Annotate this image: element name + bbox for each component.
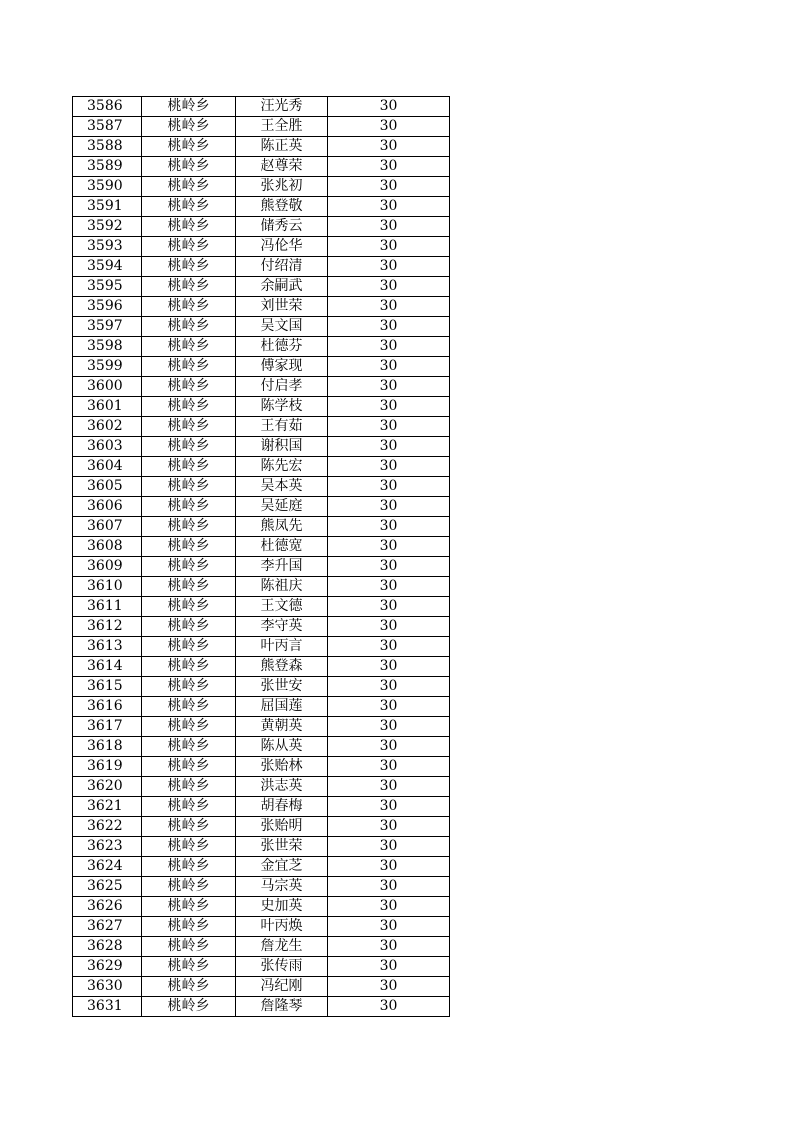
- row-number-cell: 3588: [73, 137, 142, 157]
- amount-cell: 30: [328, 517, 450, 537]
- table-row: [73, 637, 450, 657]
- row-number-cell: 3617: [73, 717, 142, 737]
- table-row: [73, 877, 450, 897]
- amount-cell: 30: [328, 537, 450, 557]
- amount-cell: 30: [328, 377, 450, 397]
- person-name-cell: 洪志英: [236, 777, 328, 797]
- roster-table: [72, 96, 450, 1017]
- township-cell: 桃岭乡: [142, 957, 236, 977]
- table-row: [73, 857, 450, 877]
- amount-cell: 30: [328, 177, 450, 197]
- person-name-cell: 王有茹: [236, 417, 328, 437]
- township-cell: 桃岭乡: [142, 757, 236, 777]
- township-cell: 桃岭乡: [142, 557, 236, 577]
- row-number-cell: 3591: [73, 197, 142, 217]
- row-number-cell: 3599: [73, 357, 142, 377]
- table-row: [73, 117, 450, 137]
- amount-cell: 30: [328, 877, 450, 897]
- row-number-cell: 3589: [73, 157, 142, 177]
- amount-cell: 30: [328, 417, 450, 437]
- row-number-cell: 3597: [73, 317, 142, 337]
- person-name-cell: 张贻明: [236, 817, 328, 837]
- amount-cell: 30: [328, 397, 450, 417]
- amount-cell: 30: [328, 317, 450, 337]
- amount-cell: 30: [328, 837, 450, 857]
- amount-cell: 30: [328, 997, 450, 1017]
- township-cell: 桃岭乡: [142, 857, 236, 877]
- table-row: [73, 277, 450, 297]
- amount-cell: 30: [328, 217, 450, 237]
- amount-cell: 30: [328, 497, 450, 517]
- table-row: [73, 537, 450, 557]
- row-number-cell: 3621: [73, 797, 142, 817]
- township-cell: 桃岭乡: [142, 977, 236, 997]
- amount-cell: 30: [328, 337, 450, 357]
- row-number-cell: 3602: [73, 417, 142, 437]
- row-number-cell: 3590: [73, 177, 142, 197]
- table-row: [73, 897, 450, 917]
- row-number-cell: 3587: [73, 117, 142, 137]
- township-cell: 桃岭乡: [142, 797, 236, 817]
- person-name-cell: 冯伦华: [236, 237, 328, 257]
- amount-cell: 30: [328, 477, 450, 497]
- township-cell: 桃岭乡: [142, 157, 236, 177]
- row-number-cell: 3618: [73, 737, 142, 757]
- row-number-cell: 3629: [73, 957, 142, 977]
- table-row: [73, 317, 450, 337]
- amount-cell: 30: [328, 937, 450, 957]
- row-number-cell: 3604: [73, 457, 142, 477]
- row-number-cell: 3622: [73, 817, 142, 837]
- person-name-cell: 付启孝: [236, 377, 328, 397]
- person-name-cell: 谢积国: [236, 437, 328, 457]
- table-row: [73, 397, 450, 417]
- row-number-cell: 3623: [73, 837, 142, 857]
- table-row: [73, 517, 450, 537]
- amount-cell: 30: [328, 137, 450, 157]
- row-number-cell: 3610: [73, 577, 142, 597]
- row-number-cell: 3615: [73, 677, 142, 697]
- table-row: [73, 557, 450, 577]
- person-name-cell: 胡春梅: [236, 797, 328, 817]
- table-row: [73, 837, 450, 857]
- row-number-cell: 3594: [73, 257, 142, 277]
- row-number-cell: 3611: [73, 597, 142, 617]
- amount-cell: 30: [328, 717, 450, 737]
- person-name-cell: 陈学枝: [236, 397, 328, 417]
- person-name-cell: 余嗣武: [236, 277, 328, 297]
- table-row: [73, 157, 450, 177]
- person-name-cell: 陈正英: [236, 137, 328, 157]
- amount-cell: 30: [328, 277, 450, 297]
- amount-cell: 30: [328, 857, 450, 877]
- row-number-cell: 3592: [73, 217, 142, 237]
- table-row: [73, 717, 450, 737]
- table-row: [73, 337, 450, 357]
- amount-cell: 30: [328, 97, 450, 117]
- township-cell: 桃岭乡: [142, 497, 236, 517]
- table-row: [73, 297, 450, 317]
- table-row: [73, 177, 450, 197]
- township-cell: 桃岭乡: [142, 817, 236, 837]
- table-row: [73, 817, 450, 837]
- person-name-cell: 张世荣: [236, 837, 328, 857]
- row-number-cell: 3619: [73, 757, 142, 777]
- row-number-cell: 3606: [73, 497, 142, 517]
- township-cell: 桃岭乡: [142, 397, 236, 417]
- row-number-cell: 3628: [73, 937, 142, 957]
- person-name-cell: 熊凤先: [236, 517, 328, 537]
- table-row: [73, 237, 450, 257]
- row-number-cell: 3586: [73, 97, 142, 117]
- person-name-cell: 陈先宏: [236, 457, 328, 477]
- table-row: [73, 437, 450, 457]
- person-name-cell: 王文德: [236, 597, 328, 617]
- table-row: [73, 657, 450, 677]
- township-cell: 桃岭乡: [142, 457, 236, 477]
- person-name-cell: 张传雨: [236, 957, 328, 977]
- township-cell: 桃岭乡: [142, 777, 236, 797]
- amount-cell: 30: [328, 237, 450, 257]
- table-row: [73, 617, 450, 637]
- township-cell: 桃岭乡: [142, 877, 236, 897]
- amount-cell: 30: [328, 657, 450, 677]
- row-number-cell: 3607: [73, 517, 142, 537]
- row-number-cell: 3614: [73, 657, 142, 677]
- person-name-cell: 刘世荣: [236, 297, 328, 317]
- township-cell: 桃岭乡: [142, 97, 236, 117]
- row-number-cell: 3620: [73, 777, 142, 797]
- table-row: [73, 677, 450, 697]
- row-number-cell: 3601: [73, 397, 142, 417]
- township-cell: 桃岭乡: [142, 377, 236, 397]
- township-cell: 桃岭乡: [142, 277, 236, 297]
- township-cell: 桃岭乡: [142, 137, 236, 157]
- township-cell: 桃岭乡: [142, 597, 236, 617]
- township-cell: 桃岭乡: [142, 837, 236, 857]
- table-row: [73, 197, 450, 217]
- amount-cell: 30: [328, 817, 450, 837]
- township-cell: 桃岭乡: [142, 997, 236, 1017]
- table-row: [73, 777, 450, 797]
- row-number-cell: 3625: [73, 877, 142, 897]
- amount-cell: 30: [328, 617, 450, 637]
- row-number-cell: 3595: [73, 277, 142, 297]
- person-name-cell: 叶丙言: [236, 637, 328, 657]
- person-name-cell: 王全胜: [236, 117, 328, 137]
- table-row: [73, 377, 450, 397]
- row-number-cell: 3605: [73, 477, 142, 497]
- person-name-cell: 陈祖庆: [236, 577, 328, 597]
- person-name-cell: 马宗英: [236, 877, 328, 897]
- township-cell: 桃岭乡: [142, 177, 236, 197]
- township-cell: 桃岭乡: [142, 917, 236, 937]
- township-cell: 桃岭乡: [142, 317, 236, 337]
- township-cell: 桃岭乡: [142, 577, 236, 597]
- person-name-cell: 吴文国: [236, 317, 328, 337]
- amount-cell: 30: [328, 777, 450, 797]
- amount-cell: 30: [328, 797, 450, 817]
- table-row: [73, 977, 450, 997]
- row-number-cell: 3598: [73, 337, 142, 357]
- amount-cell: 30: [328, 757, 450, 777]
- amount-cell: 30: [328, 957, 450, 977]
- table-row: [73, 97, 450, 117]
- row-number-cell: 3612: [73, 617, 142, 637]
- row-number-cell: 3616: [73, 697, 142, 717]
- row-number-cell: 3609: [73, 557, 142, 577]
- amount-cell: 30: [328, 297, 450, 317]
- township-cell: 桃岭乡: [142, 117, 236, 137]
- table-row: [73, 477, 450, 497]
- amount-cell: 30: [328, 457, 450, 477]
- person-name-cell: 赵尊荣: [236, 157, 328, 177]
- amount-cell: 30: [328, 597, 450, 617]
- table-row: [73, 997, 450, 1017]
- township-cell: 桃岭乡: [142, 297, 236, 317]
- table-row: [73, 757, 450, 777]
- person-name-cell: 陈从英: [236, 737, 328, 757]
- person-name-cell: 李升国: [236, 557, 328, 577]
- person-name-cell: 吴本英: [236, 477, 328, 497]
- table-row: [73, 357, 450, 377]
- township-cell: 桃岭乡: [142, 537, 236, 557]
- amount-cell: 30: [328, 357, 450, 377]
- amount-cell: 30: [328, 117, 450, 137]
- township-cell: 桃岭乡: [142, 477, 236, 497]
- row-number-cell: 3613: [73, 637, 142, 657]
- table-row: [73, 137, 450, 157]
- amount-cell: 30: [328, 677, 450, 697]
- person-name-cell: 储秀云: [236, 217, 328, 237]
- table-row: [73, 697, 450, 717]
- person-name-cell: 吴延庭: [236, 497, 328, 517]
- person-name-cell: 屈国莲: [236, 697, 328, 717]
- township-cell: 桃岭乡: [142, 217, 236, 237]
- township-cell: 桃岭乡: [142, 737, 236, 757]
- township-cell: 桃岭乡: [142, 417, 236, 437]
- table-row: [73, 457, 450, 477]
- person-name-cell: 杜德宽: [236, 537, 328, 557]
- table-row: [73, 917, 450, 937]
- table-row: [73, 797, 450, 817]
- person-name-cell: 傅家现: [236, 357, 328, 377]
- table-row: [73, 497, 450, 517]
- person-name-cell: 詹龙生: [236, 937, 328, 957]
- person-name-cell: 史加英: [236, 897, 328, 917]
- amount-cell: 30: [328, 697, 450, 717]
- row-number-cell: 3624: [73, 857, 142, 877]
- amount-cell: 30: [328, 197, 450, 217]
- township-cell: 桃岭乡: [142, 237, 236, 257]
- amount-cell: 30: [328, 897, 450, 917]
- person-name-cell: 熊登森: [236, 657, 328, 677]
- township-cell: 桃岭乡: [142, 897, 236, 917]
- person-name-cell: 张贻林: [236, 757, 328, 777]
- person-name-cell: 金宜芝: [236, 857, 328, 877]
- person-name-cell: 熊登敬: [236, 197, 328, 217]
- amount-cell: 30: [328, 557, 450, 577]
- person-name-cell: 杜德芬: [236, 337, 328, 357]
- amount-cell: 30: [328, 157, 450, 177]
- person-name-cell: 张兆初: [236, 177, 328, 197]
- township-cell: 桃岭乡: [142, 337, 236, 357]
- township-cell: 桃岭乡: [142, 517, 236, 537]
- row-number-cell: 3593: [73, 237, 142, 257]
- person-name-cell: 张世安: [236, 677, 328, 697]
- township-cell: 桃岭乡: [142, 717, 236, 737]
- table-row: [73, 257, 450, 277]
- township-cell: 桃岭乡: [142, 617, 236, 637]
- person-name-cell: 汪光秀: [236, 97, 328, 117]
- amount-cell: 30: [328, 917, 450, 937]
- table-row: [73, 957, 450, 977]
- person-name-cell: 李守英: [236, 617, 328, 637]
- person-name-cell: 詹隆琴: [236, 997, 328, 1017]
- township-cell: 桃岭乡: [142, 637, 236, 657]
- township-cell: 桃岭乡: [142, 257, 236, 277]
- table-row: [73, 417, 450, 437]
- township-cell: 桃岭乡: [142, 197, 236, 217]
- township-cell: 桃岭乡: [142, 677, 236, 697]
- amount-cell: 30: [328, 977, 450, 997]
- person-name-cell: 黄朝英: [236, 717, 328, 737]
- person-name-cell: 付绍清: [236, 257, 328, 277]
- township-cell: 桃岭乡: [142, 937, 236, 957]
- row-number-cell: 3608: [73, 537, 142, 557]
- amount-cell: 30: [328, 437, 450, 457]
- row-number-cell: 3596: [73, 297, 142, 317]
- row-number-cell: 3631: [73, 997, 142, 1017]
- township-cell: 桃岭乡: [142, 437, 236, 457]
- row-number-cell: 3627: [73, 917, 142, 937]
- row-number-cell: 3603: [73, 437, 142, 457]
- table-row: [73, 737, 450, 757]
- township-cell: 桃岭乡: [142, 657, 236, 677]
- table-row: [73, 597, 450, 617]
- table-row: [73, 217, 450, 237]
- row-number-cell: 3630: [73, 977, 142, 997]
- amount-cell: 30: [328, 577, 450, 597]
- person-name-cell: 叶丙焕: [236, 917, 328, 937]
- amount-cell: 30: [328, 637, 450, 657]
- township-cell: 桃岭乡: [142, 357, 236, 377]
- row-number-cell: 3626: [73, 897, 142, 917]
- row-number-cell: 3600: [73, 377, 142, 397]
- table-row: [73, 577, 450, 597]
- amount-cell: 30: [328, 257, 450, 277]
- person-name-cell: 冯纪刚: [236, 977, 328, 997]
- amount-cell: 30: [328, 737, 450, 757]
- roster-body: [73, 97, 450, 1017]
- township-cell: 桃岭乡: [142, 697, 236, 717]
- table-row: [73, 937, 450, 957]
